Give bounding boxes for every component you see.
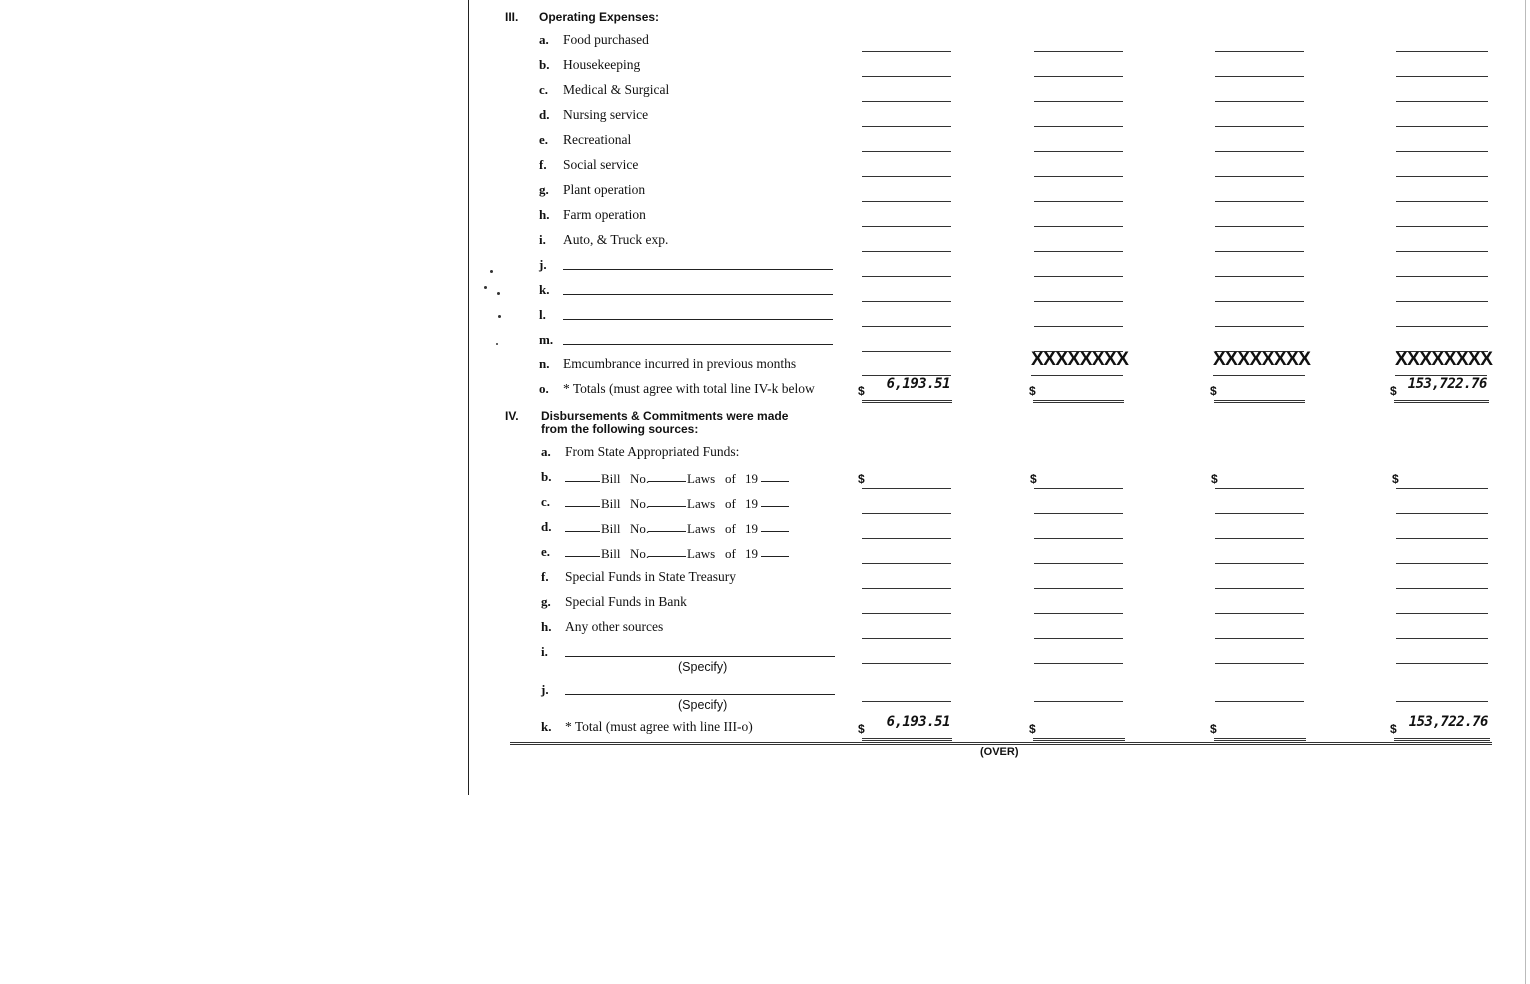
- amount-field-col2[interactable]: [1034, 82, 1123, 102]
- year-prefix: 19: [745, 471, 758, 486]
- total-amount-col1: 6,193.51: [886, 714, 950, 730]
- amount-field-col2[interactable]: [1030, 469, 1123, 489]
- dollar-sign: $: [1390, 384, 1397, 398]
- dollar-sign: $: [1029, 384, 1036, 398]
- dollar-sign: $: [1211, 472, 1218, 486]
- row-letter: h.: [541, 619, 552, 634]
- row-iii-item: [0, 205, 1530, 230]
- amount-field-col1[interactable]: [862, 494, 951, 514]
- row-iv-item: [0, 592, 1530, 617]
- amount-field-col1[interactable]: [862, 594, 951, 614]
- row-label: Food purchased: [563, 32, 649, 47]
- dollar-sign: $: [1030, 472, 1037, 486]
- amount-field-col4[interactable]: [1396, 32, 1488, 52]
- specify-field[interactable]: [565, 694, 835, 695]
- amount-field-col2[interactable]: [1034, 57, 1123, 77]
- row-label: Recreational: [563, 132, 632, 147]
- row-letter: d.: [539, 107, 550, 122]
- amount-field-col3[interactable]: [1215, 569, 1304, 589]
- amount-field-col4[interactable]: [1396, 82, 1488, 102]
- row-label: Any other sources: [565, 619, 664, 634]
- amount-field-col4[interactable]: [1396, 307, 1488, 327]
- bill-fill-blank[interactable]: [761, 556, 789, 557]
- amount-field-col1[interactable]: [862, 569, 951, 589]
- section-iii-numeral: III.: [505, 10, 519, 24]
- row-letter: h.: [539, 207, 550, 222]
- amount-field-col1[interactable]: [862, 519, 951, 539]
- over-note: (OVER): [980, 746, 1019, 758]
- amount-field-col1[interactable]: [862, 356, 951, 376]
- laws-word: Laws: [687, 521, 716, 536]
- specify-field[interactable]: [565, 656, 835, 657]
- row-label: Special Funds in Bank: [565, 594, 687, 609]
- amount-field-col4[interactable]: [1396, 182, 1488, 202]
- dollar-sign: $: [1392, 472, 1399, 486]
- row-label: From State Appropriated Funds:: [565, 444, 740, 459]
- amount-field-col4[interactable]: [1396, 594, 1488, 614]
- of-word: of: [725, 471, 736, 486]
- amount-field-col3[interactable]: [1215, 519, 1304, 539]
- row-label: Farm operation: [563, 207, 646, 222]
- row-iii-o-totals: [0, 376, 1530, 404]
- row-letter: a.: [539, 32, 549, 47]
- amount-field-col4[interactable]: [1396, 682, 1488, 702]
- row-iv-bill: [0, 517, 1530, 542]
- section-iii-title: Operating Expenses:: [539, 10, 660, 24]
- amount-field-col2[interactable]: [1034, 157, 1123, 177]
- dollar-sign: $: [1390, 722, 1397, 736]
- total-amount-col4: 153,722.76: [1407, 376, 1487, 392]
- xx-mark: XXXXXXXX: [1395, 349, 1493, 370]
- no-word: No.: [630, 521, 650, 536]
- amount-field-col4[interactable]: [1396, 519, 1488, 539]
- row-iii-item: [0, 305, 1530, 330]
- amount-field-col2[interactable]: [1034, 307, 1123, 327]
- amount-field-col1[interactable]: [862, 32, 951, 52]
- bill-fill-blank[interactable]: [565, 531, 600, 532]
- total-field-col4[interactable]: [1390, 376, 1489, 403]
- dollar-sign: $: [858, 384, 865, 398]
- row-iv-k-total: [0, 714, 1530, 742]
- amount-field-col4[interactable]: [1396, 544, 1488, 564]
- amount-field-col3[interactable]: [1215, 32, 1304, 52]
- amount-field-col1[interactable]: [858, 469, 951, 489]
- row-iv-specify: [0, 642, 1530, 674]
- amount-field-col4[interactable]: [1396, 494, 1488, 514]
- amount-field-col2[interactable]: [1034, 232, 1123, 252]
- amount-field-col1[interactable]: [862, 282, 951, 302]
- blank-label-field[interactable]: [563, 269, 833, 270]
- amount-field-col2[interactable]: [1034, 644, 1123, 664]
- dollar-sign: $: [1029, 722, 1036, 736]
- row-letter: e.: [541, 544, 551, 559]
- row-iv-bill: [0, 467, 1530, 492]
- amount-field-col3[interactable]: [1215, 307, 1304, 327]
- amount-field-col4[interactable]: [1396, 132, 1488, 152]
- amount-field-col3[interactable]: [1215, 207, 1304, 227]
- amount-field-col1[interactable]: [862, 257, 951, 277]
- xx-mark: XXXXXXXX: [1031, 349, 1129, 370]
- section-iv-title-line1: Disbursements & Commitments were made: [541, 409, 789, 423]
- bill-fill-blank[interactable]: [565, 556, 600, 557]
- no-word: No.: [630, 496, 650, 511]
- amount-field-col2[interactable]: [1034, 494, 1123, 514]
- row-iv-item: [0, 617, 1530, 642]
- form-bottom-rule: [510, 742, 1492, 745]
- amount-field-col3[interactable]: [1215, 82, 1304, 102]
- bill-fill-blank[interactable]: [648, 481, 686, 482]
- row-iv-item: [0, 567, 1530, 592]
- specify-caption: (Specify): [678, 698, 728, 712]
- row-letter: a.: [541, 444, 551, 459]
- year-prefix: 19: [745, 496, 758, 511]
- row-letter: g.: [541, 594, 551, 609]
- blank-label-field[interactable]: [563, 294, 833, 295]
- total-field-col2[interactable]: [1029, 381, 1124, 403]
- amount-field-col2[interactable]: [1034, 594, 1123, 614]
- no-word: No.: [630, 471, 650, 486]
- amount-field-col4[interactable]: [1392, 469, 1488, 489]
- amount-field-col3[interactable]: [1213, 349, 1311, 376]
- row-letter: m.: [539, 332, 554, 347]
- row-letter: i.: [539, 232, 546, 247]
- amount-field-col2[interactable]: [1034, 207, 1123, 227]
- row-iv-bill: [0, 492, 1530, 517]
- total-field-col2[interactable]: [1029, 719, 1125, 741]
- bill-fill-blank[interactable]: [761, 506, 789, 507]
- total-field-col4[interactable]: [1390, 714, 1490, 741]
- row-label: Social service: [563, 157, 639, 172]
- row-letter: d.: [541, 519, 552, 534]
- amount-field-col2[interactable]: [1034, 682, 1123, 702]
- amount-field-col2[interactable]: [1031, 349, 1129, 376]
- row-label: Auto, & Truck exp.: [563, 232, 669, 247]
- row-iii-item: [0, 230, 1530, 255]
- amount-field-col2[interactable]: [1034, 282, 1123, 302]
- laws-word: Laws: [687, 471, 716, 486]
- no-word: No.: [630, 546, 650, 561]
- row-label: * Total (must agree with line III-o): [565, 719, 753, 734]
- row-letter: o.: [539, 381, 549, 396]
- row-iii-item: [0, 105, 1530, 130]
- dollar-sign: $: [1210, 384, 1217, 398]
- row-iii-item: [0, 130, 1530, 155]
- row-iv-specify: [0, 680, 1530, 712]
- row-iv-bill: [0, 542, 1530, 567]
- year-prefix: 19: [745, 521, 758, 536]
- bill-word: Bill: [601, 496, 621, 511]
- row-label: Nursing service: [563, 107, 649, 122]
- amount-field-col3[interactable]: [1215, 619, 1304, 639]
- total-field-col1[interactable]: [858, 714, 952, 741]
- amount-field-col1[interactable]: [862, 132, 951, 152]
- row-label: Special Funds in State Treasury: [565, 569, 736, 584]
- row-iii-item: [0, 155, 1530, 180]
- bill-fill-blank[interactable]: [761, 531, 789, 532]
- bill-fill-blank[interactable]: [761, 481, 789, 482]
- row-letter: l.: [539, 307, 546, 322]
- amount-field-col4[interactable]: [1396, 644, 1488, 664]
- row-letter: f.: [539, 157, 547, 172]
- row-label: Plant operation: [563, 182, 646, 197]
- specify-caption: (Specify): [678, 660, 728, 674]
- amount-field-col3[interactable]: [1215, 132, 1304, 152]
- amount-field-col1[interactable]: [862, 107, 951, 127]
- row-letter: j.: [541, 682, 549, 697]
- amount-field-col1[interactable]: [862, 182, 951, 202]
- laws-word: Laws: [687, 546, 716, 561]
- xx-mark: XXXXXXXX: [1213, 349, 1311, 370]
- amount-field-col1[interactable]: [862, 332, 951, 352]
- blank-label-field[interactable]: [563, 319, 833, 320]
- amount-field-col3[interactable]: [1215, 682, 1304, 702]
- dollar-sign: $: [858, 722, 865, 736]
- row-iii-n: [0, 349, 1530, 379]
- amount-field-col3[interactable]: [1215, 57, 1304, 77]
- section-iv-numeral: IV.: [505, 409, 519, 423]
- row-letter: i.: [541, 644, 548, 659]
- row-letter: c.: [539, 82, 549, 97]
- laws-word: Laws: [687, 496, 716, 511]
- total-field-col3[interactable]: [1210, 381, 1305, 403]
- amount-field-col4[interactable]: [1396, 157, 1488, 177]
- amount-field-col4[interactable]: [1396, 107, 1488, 127]
- amount-field-col2[interactable]: [1034, 257, 1123, 277]
- amount-field-col1[interactable]: [862, 207, 951, 227]
- total-amount-col1: 6,193.51: [886, 376, 950, 392]
- total-field-col1[interactable]: [858, 376, 952, 403]
- bill-fill-blank[interactable]: [648, 531, 686, 532]
- row-iii-item: [0, 30, 1530, 55]
- amount-field-col2[interactable]: [1034, 32, 1123, 52]
- amount-field-col1[interactable]: [862, 82, 951, 102]
- total-field-col3[interactable]: [1210, 719, 1306, 741]
- bill-fill-blank[interactable]: [648, 506, 686, 507]
- amount-field-col2[interactable]: [1034, 132, 1123, 152]
- amount-field-col3[interactable]: [1211, 469, 1304, 489]
- row-letter: g.: [539, 182, 549, 197]
- amount-field-col3[interactable]: [1215, 232, 1304, 252]
- row-iii-item: [0, 80, 1530, 105]
- bill-word: Bill: [601, 546, 621, 561]
- amount-field-col4[interactable]: [1396, 232, 1488, 252]
- section-iv-title-line2: from the following sources:: [541, 422, 699, 436]
- amount-field-col3[interactable]: [1215, 594, 1304, 614]
- row-iii-item: [0, 55, 1530, 80]
- row-letter: f.: [541, 569, 549, 584]
- dollar-sign: $: [1210, 722, 1217, 736]
- row-label: Medical & Surgical: [563, 82, 670, 97]
- amount-field-col1[interactable]: [862, 57, 951, 77]
- dollar-sign: $: [858, 472, 865, 486]
- row-letter: b.: [541, 469, 552, 484]
- amount-field-col3[interactable]: [1215, 182, 1304, 202]
- amount-field-col1[interactable]: [862, 232, 951, 252]
- amount-field-col3[interactable]: [1215, 107, 1304, 127]
- amount-field-col3[interactable]: [1215, 494, 1304, 514]
- blank-label-field[interactable]: [563, 344, 833, 345]
- row-iii-item: [0, 255, 1530, 280]
- row-letter: e.: [539, 132, 549, 147]
- amount-field-col4[interactable]: [1396, 257, 1488, 277]
- row-iv-a: [0, 442, 1530, 467]
- row-letter: b.: [539, 57, 550, 72]
- amount-field-col4[interactable]: [1396, 57, 1488, 77]
- amount-field-col2[interactable]: [1034, 182, 1123, 202]
- amount-field-col3[interactable]: [1215, 157, 1304, 177]
- amount-field-col2[interactable]: [1034, 107, 1123, 127]
- amount-field-col1[interactable]: [862, 682, 951, 702]
- amount-field-col2[interactable]: [1034, 544, 1123, 564]
- amount-field-col1[interactable]: [862, 544, 951, 564]
- amount-field-col3[interactable]: [1215, 257, 1304, 277]
- bill-fill-blank[interactable]: [565, 506, 600, 507]
- row-letter: c.: [541, 494, 551, 509]
- amount-field-col2[interactable]: [1034, 619, 1123, 639]
- amount-field-col3[interactable]: [1215, 644, 1304, 664]
- of-word: of: [725, 546, 736, 561]
- amount-field-col2[interactable]: [1034, 519, 1123, 539]
- row-letter: k.: [539, 282, 550, 297]
- total-amount-col4: 153,722.76: [1408, 714, 1488, 730]
- row-label: * Totals (must agree with total line IV-k below: [563, 381, 815, 396]
- bill-word: Bill: [601, 521, 621, 536]
- row-label: Emcumbrance incurred in previous months: [563, 356, 797, 371]
- amount-field-col3[interactable]: [1215, 544, 1304, 564]
- row-label: Housekeeping: [563, 57, 641, 72]
- row-iii-item: [0, 280, 1530, 305]
- amount-field-col2[interactable]: [1034, 569, 1123, 589]
- bill-fill-blank[interactable]: [648, 556, 686, 557]
- amount-field-col1[interactable]: [862, 307, 951, 327]
- of-word: of: [725, 496, 736, 511]
- row-letter: j.: [539, 257, 547, 272]
- amount-field-col1[interactable]: [862, 644, 951, 664]
- of-word: of: [725, 521, 736, 536]
- amount-field-col1[interactable]: [862, 157, 951, 177]
- row-letter: n.: [539, 356, 550, 371]
- bill-fill-blank[interactable]: [565, 481, 600, 482]
- amount-field-col1[interactable]: [862, 619, 951, 639]
- amount-field-col4[interactable]: [1396, 619, 1488, 639]
- row-iii-item: [0, 180, 1530, 205]
- bill-word: Bill: [601, 471, 621, 486]
- year-prefix: 19: [745, 546, 758, 561]
- amount-field-col3[interactable]: [1215, 282, 1304, 302]
- row-letter: k.: [541, 719, 552, 734]
- amount-field-col4[interactable]: [1395, 349, 1493, 376]
- amount-field-col4[interactable]: [1396, 282, 1488, 302]
- amount-field-col4[interactable]: [1396, 207, 1488, 227]
- amount-field-col4[interactable]: [1396, 569, 1488, 589]
